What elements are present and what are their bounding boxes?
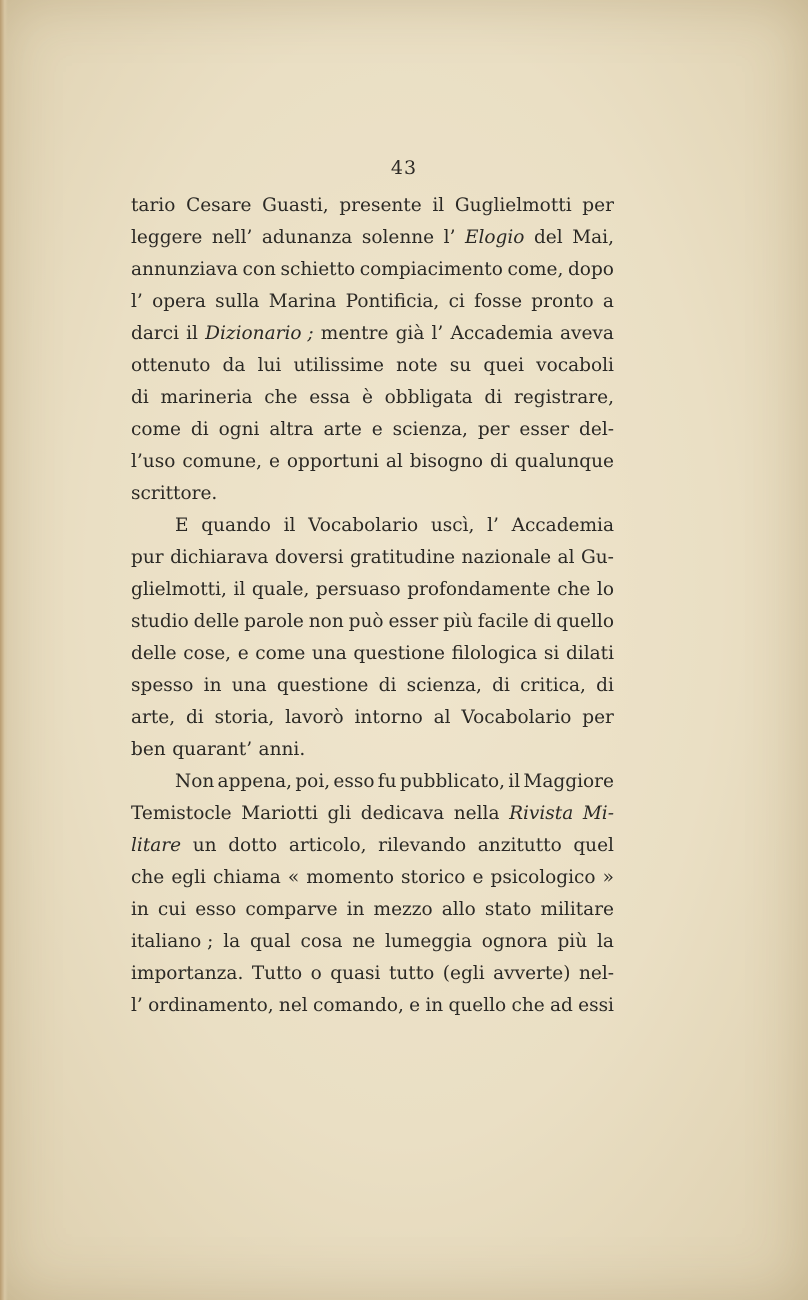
- word: esser: [388, 611, 439, 632]
- word: esso: [333, 771, 375, 792]
- word: opportuni: [286, 451, 379, 472]
- word: quello: [556, 611, 614, 632]
- word: Vocabolario: [461, 707, 572, 728]
- word: Gu-: [580, 547, 614, 568]
- word: ben: [131, 739, 166, 760]
- text-line: [131, 574, 614, 606]
- word: di: [492, 675, 510, 696]
- word: di: [489, 451, 508, 472]
- word: litare: [131, 835, 182, 856]
- word: marineria: [160, 387, 253, 408]
- word: vocaboli: [536, 355, 614, 376]
- word: può: [348, 611, 384, 632]
- word: scienza,: [392, 419, 468, 440]
- word: uscì,: [430, 515, 475, 536]
- word: quel: [573, 835, 614, 856]
- word: ci: [448, 291, 465, 312]
- word: la: [223, 931, 241, 952]
- word: comparve: [245, 899, 338, 920]
- word: doversi: [274, 547, 344, 568]
- word: nel: [278, 995, 308, 1016]
- word: questione: [276, 675, 369, 696]
- word: al: [385, 451, 403, 472]
- word: si: [543, 643, 560, 664]
- text-line: [131, 638, 614, 670]
- word: di: [185, 707, 204, 728]
- word: adunanza: [261, 227, 353, 248]
- word: »: [602, 867, 614, 888]
- word: il: [508, 771, 521, 792]
- word: più: [557, 931, 588, 952]
- word: qual: [249, 931, 291, 952]
- word: cui: [157, 899, 187, 920]
- word: ognora: [481, 931, 548, 952]
- word: allo: [441, 899, 476, 920]
- word: come: [255, 643, 306, 664]
- word: esso: [195, 899, 237, 920]
- word: E: [175, 515, 189, 536]
- word: lui: [257, 355, 282, 376]
- word: italiano ;: [131, 931, 214, 952]
- word: ogni: [218, 419, 260, 440]
- word: Tutto: [251, 963, 303, 984]
- word: stato: [484, 899, 532, 920]
- word: l’: [443, 227, 456, 248]
- word: del-: [579, 419, 614, 440]
- word: in: [131, 899, 149, 920]
- word: quale,: [251, 579, 310, 600]
- word: solenne: [361, 227, 435, 248]
- word: tutto: [388, 963, 435, 984]
- word: l’: [131, 291, 143, 312]
- text-line: [131, 286, 614, 318]
- word: persuaso: [315, 579, 401, 600]
- word: lavorò: [285, 707, 344, 728]
- text-line: [131, 318, 614, 350]
- word: dichiarava: [170, 547, 269, 568]
- word: una: [311, 643, 347, 664]
- word: questione: [353, 643, 445, 664]
- word: in: [203, 675, 222, 696]
- word: un: [192, 835, 217, 856]
- word: di: [596, 675, 614, 696]
- word: che: [511, 995, 545, 1016]
- word: da: [222, 355, 246, 376]
- text-line: [131, 670, 614, 702]
- word: ne: [352, 931, 376, 952]
- word: Pontificia,: [345, 291, 440, 312]
- word: egli: [171, 867, 206, 888]
- word: storia,: [214, 707, 275, 728]
- word: utilissime: [293, 355, 384, 376]
- word: rilevando: [378, 835, 467, 856]
- text-line: [131, 766, 614, 798]
- word: dopo: [567, 259, 614, 280]
- word: una: [231, 675, 267, 696]
- word: annunziava: [131, 259, 238, 280]
- word: momento: [306, 867, 394, 888]
- word: schietto: [280, 259, 356, 280]
- text-line: [131, 542, 614, 574]
- word: Non: [175, 771, 215, 792]
- word: poi,: [295, 771, 331, 792]
- word: glielmotti,: [131, 579, 227, 600]
- word: e: [409, 995, 421, 1016]
- word: in: [346, 899, 365, 920]
- word: ad: [549, 995, 573, 1016]
- text-line: [131, 830, 614, 862]
- word: militare: [540, 899, 614, 920]
- word: su: [449, 355, 472, 376]
- word: dedicava: [360, 803, 445, 824]
- word: Elogio: [464, 227, 525, 248]
- text-line: [131, 606, 614, 638]
- word: come,: [507, 259, 564, 280]
- text-line: [131, 734, 614, 766]
- word: Accademia: [450, 323, 553, 344]
- text-line: [131, 478, 614, 510]
- text-line: [131, 990, 614, 1022]
- word: nazionale: [461, 547, 552, 568]
- word: essi: [578, 995, 614, 1016]
- word: e: [268, 451, 280, 472]
- word: Mariotti: [241, 803, 318, 824]
- word: obbligata: [384, 387, 473, 408]
- word: Dizionario ;: [205, 323, 314, 344]
- word: a: [602, 291, 614, 312]
- word: dilati: [565, 643, 614, 664]
- word: gli: [327, 803, 352, 824]
- word: lumeggia: [384, 931, 472, 952]
- word: l’: [431, 323, 444, 344]
- word: già: [395, 323, 425, 344]
- word: più: [443, 611, 473, 632]
- word: fu: [377, 771, 397, 792]
- page-edge-shadow: [0, 0, 8, 1300]
- word: leggere: [131, 227, 203, 248]
- word: aveva: [560, 323, 614, 344]
- page-number: 43: [390, 157, 418, 179]
- word: quando: [201, 515, 271, 536]
- word: intorno: [354, 707, 423, 728]
- word: pubblicato,: [399, 771, 505, 792]
- text-line: [131, 190, 614, 222]
- word: l’: [131, 995, 143, 1016]
- word: fosse: [474, 291, 523, 312]
- word: al: [433, 707, 451, 728]
- word: Accademia: [511, 515, 614, 536]
- word: il: [432, 195, 445, 216]
- word: al: [557, 547, 575, 568]
- word: qualunque: [514, 451, 614, 472]
- word: anzitutto: [477, 835, 562, 856]
- word: quei: [483, 355, 524, 376]
- word: Guasti,: [262, 195, 329, 216]
- word: delle: [131, 643, 177, 664]
- text-line: [131, 958, 614, 990]
- word: l’: [487, 515, 499, 536]
- word: di: [378, 675, 397, 696]
- word: facile: [477, 611, 529, 632]
- word: Vocabolario: [308, 515, 419, 536]
- word: e: [237, 643, 249, 664]
- word: importanza.: [131, 963, 244, 984]
- word: avverte): [493, 963, 571, 984]
- word: Rivista: [509, 803, 574, 824]
- word: in: [425, 995, 444, 1016]
- word: tario: [131, 195, 176, 216]
- word: articolo,: [288, 835, 367, 856]
- word: e: [371, 419, 383, 440]
- word: che: [131, 867, 165, 888]
- text-line: [131, 926, 614, 958]
- word: gratitudine: [350, 547, 456, 568]
- word: Maggiore: [523, 771, 614, 792]
- word: mentre: [320, 323, 389, 344]
- word: Cesare: [186, 195, 252, 216]
- word: di: [484, 387, 503, 408]
- word: registrare,: [513, 387, 614, 408]
- word: appena,: [217, 771, 293, 792]
- word: quasi: [330, 963, 381, 984]
- word: studio: [131, 611, 189, 632]
- text-line: [131, 798, 614, 830]
- text-line: [131, 862, 614, 894]
- word: note: [396, 355, 438, 376]
- word: pronto: [531, 291, 594, 312]
- word: parole: [244, 611, 304, 632]
- word: la: [596, 931, 614, 952]
- text-line: [131, 382, 614, 414]
- word: «: [287, 867, 300, 888]
- word: nell’: [211, 227, 253, 248]
- word: che: [557, 579, 591, 600]
- word: darci: [131, 323, 179, 344]
- text-line: [131, 894, 614, 926]
- word: Guglielmotti: [454, 195, 572, 216]
- word: o: [310, 963, 322, 984]
- word: Mi-: [582, 803, 614, 824]
- word: scienza,: [406, 675, 482, 696]
- word: per: [582, 195, 614, 216]
- word: mezzo: [373, 899, 433, 920]
- word: con: [242, 259, 276, 280]
- body-text: [131, 190, 614, 1022]
- word: scrittore.: [131, 483, 218, 504]
- word: ottenuto: [131, 355, 211, 376]
- word: nel-: [578, 963, 614, 984]
- word: è: [361, 387, 373, 408]
- word: lo: [596, 579, 614, 600]
- word: compiacimento: [359, 259, 503, 280]
- text-line: [131, 446, 614, 478]
- word: profondamente: [407, 579, 551, 600]
- word: sulla: [215, 291, 260, 312]
- word: arte: [323, 419, 362, 440]
- word: opera: [152, 291, 206, 312]
- word: cosa: [300, 931, 343, 952]
- word: il: [283, 515, 296, 536]
- word: di: [190, 419, 209, 440]
- word: critica,: [520, 675, 586, 696]
- word: presente: [339, 195, 422, 216]
- word: del: [533, 227, 563, 248]
- text-line: [131, 254, 614, 286]
- word: spesso: [131, 675, 194, 696]
- word: l’uso: [131, 451, 176, 472]
- word: altra: [269, 419, 314, 440]
- word: come: [131, 419, 181, 440]
- word: dotto: [228, 835, 278, 856]
- text-line: [131, 222, 614, 254]
- word: essa: [309, 387, 351, 408]
- word: delle: [193, 611, 240, 632]
- word: per: [582, 707, 614, 728]
- text-line: [131, 350, 614, 382]
- word: di: [131, 387, 149, 408]
- word: chiama: [213, 867, 281, 888]
- word: il: [233, 579, 246, 600]
- word: storico: [401, 867, 466, 888]
- word: ordinamento,: [148, 995, 274, 1016]
- word: che: [264, 387, 298, 408]
- word: non: [308, 611, 344, 632]
- word: psicologico: [490, 867, 596, 888]
- word: esser: [519, 419, 570, 440]
- word: pur: [131, 547, 164, 568]
- word: e: [472, 867, 484, 888]
- word: comune,: [182, 451, 263, 472]
- word: comando,: [312, 995, 404, 1016]
- word: filologica: [451, 643, 538, 664]
- text-line: [131, 414, 614, 446]
- word: (egli: [442, 963, 485, 984]
- word: il: [186, 323, 198, 344]
- word: per: [477, 419, 510, 440]
- word: arte,: [131, 707, 176, 728]
- text-line: [131, 702, 614, 734]
- word: cose,: [183, 643, 232, 664]
- word: quarant’: [172, 739, 253, 760]
- text-line: [131, 510, 614, 542]
- word: Temistocle: [131, 803, 232, 824]
- word: anni.: [258, 739, 306, 760]
- word: Marina: [268, 291, 337, 312]
- word: bisogno: [409, 451, 484, 472]
- word: nella: [453, 803, 500, 824]
- word: Mai,: [572, 227, 614, 248]
- word: quello: [448, 995, 507, 1016]
- word: di: [533, 611, 552, 632]
